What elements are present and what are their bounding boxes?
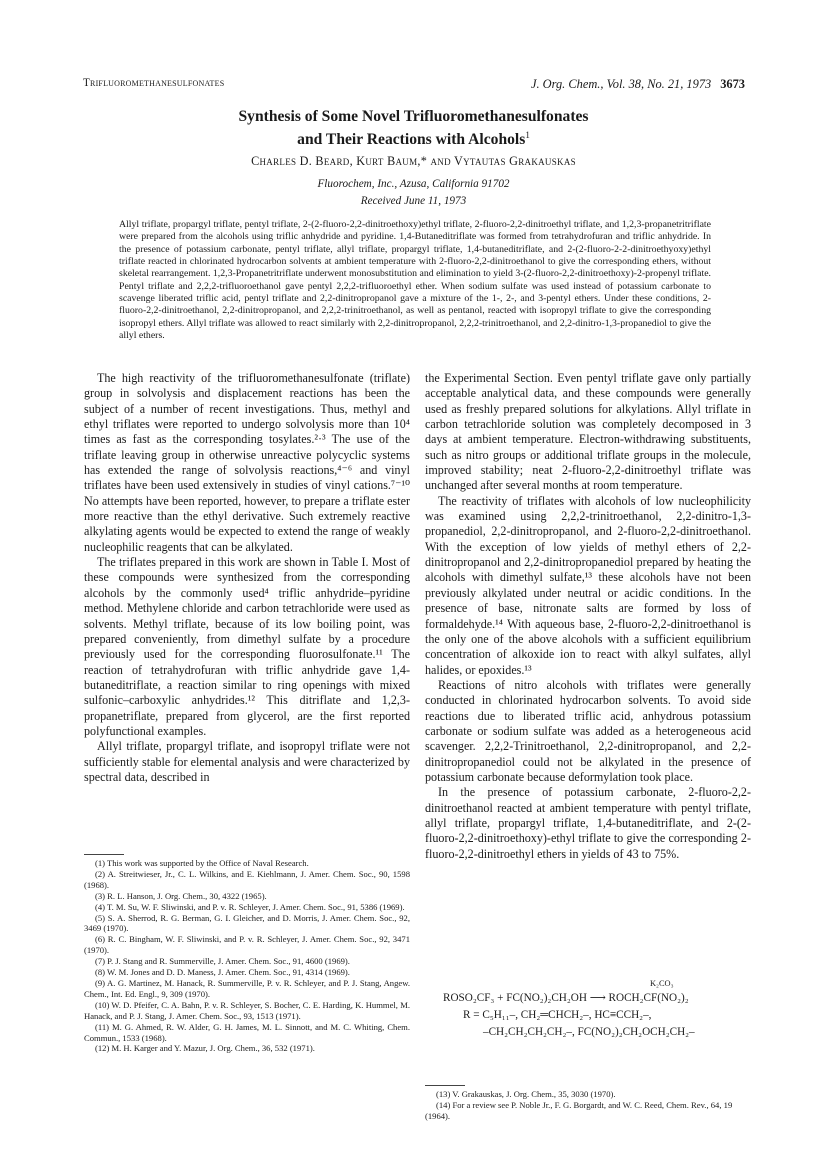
substituent-definition-line-1: R = C₅H₁₁–, CH₂═CHCH₂–, HC≡CCH₂–,	[463, 1009, 652, 1021]
received-date: Received June 11, 1973	[360, 195, 467, 207]
footnote: (10) W. D. Pfeifer, C. A. Bahn, P. v. R. Schleyer, S. Bocher, C. E. Harding, K. Hummel, M. Hanack, and P. J. Stang, J. Amer. Chem. Soc., 93, 1513 (1971).	[84, 999, 410, 1021]
affiliation: Fluorochem, Inc., Azusa, California 91702	[317, 178, 510, 190]
title-line-1: Synthesis of Some Novel Trifluoromethanesulfonates	[238, 108, 589, 125]
footnote: (7) P. J. Stang and R. Summerville, J. Amer. Chem. Soc., 91, 4600 (1969).	[95, 956, 350, 967]
footnote: (5) S. A. Sherrod, R. G. Berman, G. I. Gleicher, and D. Morris, J. Amer. Chem. Soc., 92, 3469 (1970).	[84, 912, 410, 934]
body-paragraph: The high reactivity of the trifluoromethanesulfonate (triflate) group in solvolysis and displacement reactions has been the subject of a number of recent investigations. Thus, methyl and ethyl triflates were reported to undergo solvolysis more than 10⁴ times as fast as the corresponding tosylates.²·³ The use of the triflate leaving group in otherwise unreactive polycyclic systems has extended the range of solvolysis reactions,⁴⁻⁶ and vinyl triflates have been used extensively in studies of vinyl cations.⁷⁻¹⁰ No attempts have been reported, however, to prepare a triflate ester more reactive than the ethyl derivative. Such extremely reactive alkylating agents would be expected to extend the range of weakly nucleophilic reagents that can be alkylated.	[84, 371, 410, 554]
footnote-divider	[425, 1085, 465, 1086]
reaction-equation: ROSO₂CF₃ + FC(NO₂)₂CH₂OH ⟶ ROCH₂CF(NO₂)₂	[443, 992, 689, 1004]
author-list: Charles D. Beard, Kurt Baum,* and Vytautas Grakauskas	[251, 154, 576, 168]
body-paragraph: In the presence of potassium carbonate, 2-fluoro-2,2-dinitroethanol reacted at ambient temperature with pentyl triflate, allyl triflate, propargyl triflate, 1,4-butaneditriflate, and 2-(2-fluoro-2,2-dinitroethoxy)-ethyl triflate to give the corresponding 2-fluoro-2,2-dinitroethyl ethers in yields of 43 to 75%.	[425, 785, 751, 861]
abstract: Allyl triflate, propargyl triflate, pentyl triflate, 2-(2-fluoro-2,2-dinitroethoxy)ethyl triflate, 2-fluoro-2,2-dinitroethyl triflate, and 1,2,3-propanetritriflate were prepared from the alcohols using triflic anhydride and pyridine. 1,4-Butaneditriflate was formed from tetrahydrofuran and triflic anhydride. In the presence of potassium carbonate, pentyl triflate, allyl triflate, propargyl triflate, 1,4-butaneditriflate, and 2-(2-fluoro-2-2-dinitroethyoxy)ethyl triflate reacted in chlorinated hydrocarbon solvents at ambient temperature with 2-fluoro-2,2-dinitroethanol to give the corresponding ethers, without skeletal rearrangement. 1,2,3-Propanetritriflate underwent monosubstitution and elimination to yield 3-(2-fluoro-2,2-dinitroethoxy)-2-propenyl triflate. Pentyl triflate and 2,2,2-trifluoroethanol gave pentyl 2,2,2-trifluoroethyl ether. When sodium sulfate was used instead of potassium carbonate to scavenge liberated triflic acid, pentyl triflate and 2,2-dinitropropanol gave a mixture of the 1-, 2-, and 3-pentyl ethers. Under these conditions, 2-fluoro-2,2-dinitroethanol, 2,2-dinitropropanol, and 2,2,2-trinitroethanol, as well as pentanol, reacted with isopropyl triflate to give the corresponding isopropyl ethers. Allyl triflate was allowed to react similarly with 2,2-dinitropropanol, 2,2,2-trinitroethanol, and 2,2-dinitro-1,3-propanediol to give the allyl ethers.	[119, 219, 711, 342]
footnote: (4) T. M. Su, W. F. Sliwinski, and P. v. R. Schleyer, J. Amer. Chem. Soc., 91, 5386 (1969).	[95, 901, 405, 912]
footnote: (12) M. H. Karger and Y. Mazur, J. Org. Chem., 36, 532 (1971).	[95, 1043, 315, 1054]
footnote: (1) This work was supported by the Office of Naval Research.	[95, 858, 309, 868]
article-title	[100, 107, 727, 149]
running-head-title: Trifluoromethanesulfonates	[83, 77, 225, 89]
footnote: (2) A. Streitwieser, Jr., C. L. Wilkins, and E. Kiehlmann, J. Amer. Chem. Soc., 90, 1598 (1968).	[84, 868, 410, 890]
footnote: (9) A. G. Martinez, M. Hanack, R. Summerville, P. v. R. Schleyer, and P. J. Stang, Angew. Chem., Int. Ed. Engl., 9, 309 (1970).	[84, 977, 410, 999]
journal-name: J. Org. Chem., Vol. 38, No. 21, 1973	[530, 77, 712, 91]
page-number: 3673	[720, 77, 745, 91]
title-line-2-text: and Their Reactions with Alcohols	[297, 131, 526, 149]
footnotes-right	[425, 1089, 751, 1122]
footnote: (6) R. C. Bingham, W. F. Sliwinski, and P. v. R. Schleyer, J. Amer. Chem. Soc., 92, 3471 (1970).	[84, 934, 410, 956]
footnote: (8) W. M. Jones and D. D. Maness, J. Amer. Chem. Soc., 91, 4314 (1969).	[95, 967, 350, 978]
body-paragraph: The triflates prepared in this work are shown in Table I. Most of these compounds were synthesized from the corresponding alcohols by the commonly used⁴ triflic anhydride–pyridine method. Methylene chloride and carbon tetrachloride were used as solvents. Methyl triflate, because of its low boiling point, was prepared conveniently, from dimethyl sulfate by a procedure previously used for the corresponding fluorosulfonate.¹¹ The reaction of tetrahydrofuran with triflic anhydride gave 1,4-butaneditriflate, a reaction similar to ring openings with mixed sulfonic–carboxylic anhydrides.¹² This ditriflate and 1,2,3-propanetriflate, prepared from glycerol, are the first reported polyfunctional examples.	[84, 555, 410, 738]
body-paragraph: Reactions of nitro alcohols with triflates were generally conducted in chlorinated hydrocarbon solvents. To avoid side reactions due to liberated triflic acid, anhydrous potassium carbonate or sodium sulfate was added as a heterogeneous acid scavenger. 2,2,2-Trinitroethanol, 2,2-dinitropropanol, and 2,2-dinitropropanediol could not be alkylated in the presence of potassium carbonate because deformylation took place.	[425, 677, 751, 784]
body-column-right	[425, 371, 751, 862]
body-paragraph: the Experimental Section. Even pentyl triflate gave only partially acceptable analytical data, and these compounds were generally used as freshly prepared solutions for alkylations. Allyl triflate in carbon tetrachloride solution was completely decomposed in 3 days at ambient temperature. Electron-withdrawing substituents, such as nitro groups or additional triflate groups in the molecule, improved stability; neat 2-fluoro-2,2-dinitroethyl triflate was unchanged after several months at room temperature.	[425, 371, 751, 493]
title-line-2	[100, 126, 727, 149]
footnotes-left	[84, 858, 410, 1054]
reaction-catalyst: K₂CO₃	[650, 979, 674, 988]
body-column-left	[84, 371, 410, 785]
title-footnote-marker: 1	[525, 130, 530, 140]
body-paragraph: Allyl triflate, propargyl triflate, and isopropyl triflate were not sufficiently stable for elemental analysis and were characterized by spectral data, described in	[84, 739, 410, 784]
footnote: (11) M. G. Ahmed, R. W. Alder, G. H. James, M. L. Sinnott, and M. C. Whiting, Chem. Commun., 1533 (1968).	[84, 1021, 410, 1043]
footnote: (3) R. L. Hanson, J. Org. Chem., 30, 4322 (1965).	[95, 890, 267, 901]
running-head	[83, 77, 745, 93]
journal-citation	[531, 77, 745, 92]
footnote: (14) For a review see P. Noble Jr., F. G. Borgardt, and W. C. Reed, Chem. Rev., 64, 19 (1964).	[425, 1099, 733, 1121]
footnote-divider	[84, 854, 124, 855]
body-paragraph: The reactivity of triflates with alcohols of low nucleophilicity was examined using 2,2,2-trinitroethanol, 2,2-dinitro-1,3-propanediol, 2,2-dinitropropanol, and 2-fluoro-2,2-dinitroethanol. With the exception of low yields of methyl ethers of 2,2-dinitropropanol and 2,2-dinitropropanediol prepared by heating the alcohols with dimethyl sulfate,¹³ these alcohols have not been previously alkylated under neutral or acidic conditions. In the presence of base, nitronate salts are formed by loss of formaldehyde.¹⁴ With aqueous base, 2-fluoro-2,2-dinitroethanol is the only one of the above alcohols with a sufficient equilibrium concentration of alkoxide ion to react with alkyl sulfates, allyl halides, or epoxides.¹³	[425, 493, 751, 677]
footnote: (13) V. Grakauskas, J. Org. Chem., 35, 3030 (1970).	[436, 1089, 616, 1099]
substituent-definition-line-2: –CH₂CH₂CH₂CH₂–, FC(NO₂)₂CH₂OCH₂CH₂–	[483, 1026, 695, 1038]
